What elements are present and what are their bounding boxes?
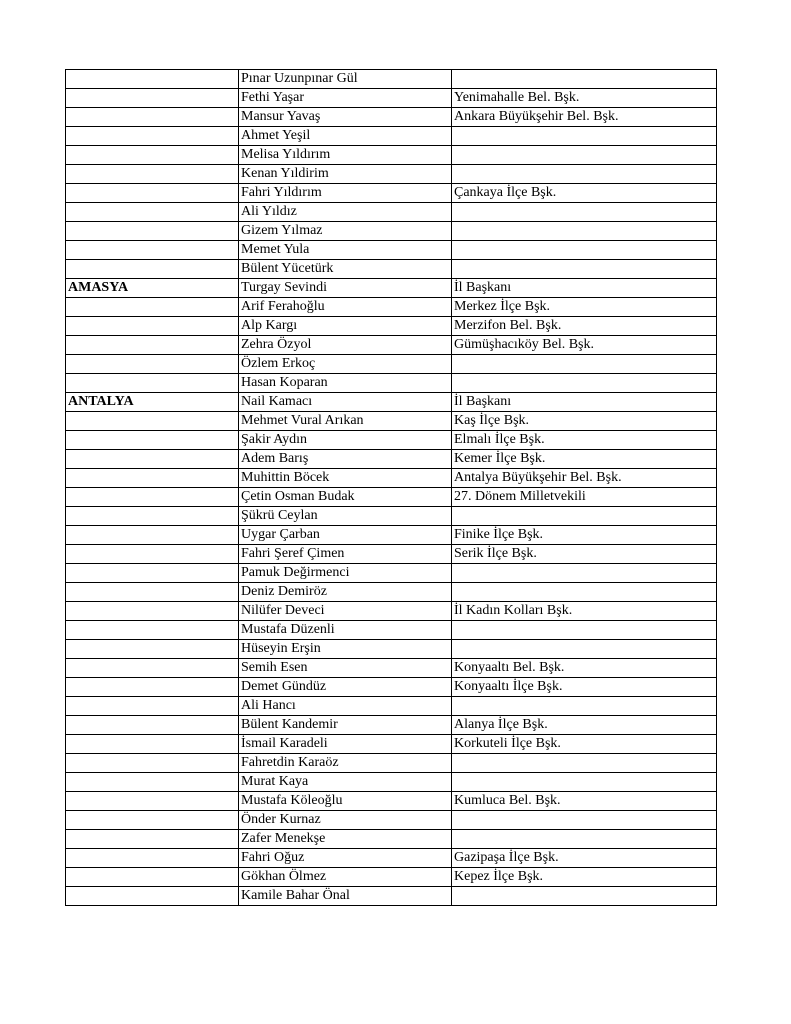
table-row	[66, 279, 717, 298]
name-cell: Memet Yula	[239, 241, 452, 260]
province-cell: AMASYA	[66, 279, 239, 298]
name-cell: Hüseyin Erşin	[239, 640, 452, 659]
table-row	[66, 773, 717, 792]
province-cell	[66, 203, 239, 222]
title-cell: Ankara Büyükşehir Bel. Bşk.	[452, 108, 717, 127]
name-cell: Hasan Koparan	[239, 374, 452, 393]
name-cell: Muhittin Böcek	[239, 469, 452, 488]
province-cell	[66, 716, 239, 735]
table-row	[66, 735, 717, 754]
table-row	[66, 887, 717, 906]
table-row	[66, 260, 717, 279]
province-cell	[66, 70, 239, 89]
province-cell	[66, 849, 239, 868]
province-cell	[66, 355, 239, 374]
province-cell	[66, 583, 239, 602]
table-row	[66, 507, 717, 526]
title-cell	[452, 127, 717, 146]
title-cell	[452, 374, 717, 393]
name-cell: Gizem Yılmaz	[239, 222, 452, 241]
title-cell: Finike İlçe Bşk.	[452, 526, 717, 545]
table-row	[66, 469, 717, 488]
table-row	[66, 602, 717, 621]
title-cell	[452, 70, 717, 89]
title-cell	[452, 754, 717, 773]
province-cell	[66, 488, 239, 507]
title-cell: Yenimahalle Bel. Bşk.	[452, 89, 717, 108]
province-cell	[66, 735, 239, 754]
table-row	[66, 108, 717, 127]
table-row	[66, 89, 717, 108]
name-cell: Özlem Erkoç	[239, 355, 452, 374]
title-cell: Alanya İlçe Bşk.	[452, 716, 717, 735]
member-table	[65, 69, 717, 906]
table-row	[66, 146, 717, 165]
table-row	[66, 564, 717, 583]
title-cell: İl Başkanı	[452, 393, 717, 412]
name-cell: Zafer Menekşe	[239, 830, 452, 849]
title-cell	[452, 830, 717, 849]
title-cell	[452, 811, 717, 830]
title-cell: Gümüşhacıköy Bel. Bşk.	[452, 336, 717, 355]
province-cell	[66, 659, 239, 678]
province-cell	[66, 754, 239, 773]
table-row	[66, 830, 717, 849]
province-cell	[66, 336, 239, 355]
name-cell: Pınar Uzunpınar Gül	[239, 70, 452, 89]
name-cell: Mehmet Vural Arıkan	[239, 412, 452, 431]
province-cell	[66, 507, 239, 526]
province-cell	[66, 811, 239, 830]
table-row	[66, 431, 717, 450]
province-cell	[66, 412, 239, 431]
name-cell: Bülent Yücetürk	[239, 260, 452, 279]
name-cell: Fahri Şeref Çimen	[239, 545, 452, 564]
province-cell	[66, 165, 239, 184]
title-cell	[452, 564, 717, 583]
province-cell	[66, 222, 239, 241]
table-row	[66, 127, 717, 146]
title-cell	[452, 165, 717, 184]
table-row	[66, 811, 717, 830]
title-cell	[452, 222, 717, 241]
province-cell	[66, 374, 239, 393]
title-cell	[452, 697, 717, 716]
name-cell: Semih Esen	[239, 659, 452, 678]
title-cell: Kemer İlçe Bşk.	[452, 450, 717, 469]
table-row	[66, 526, 717, 545]
table-row	[66, 165, 717, 184]
province-cell	[66, 545, 239, 564]
province-cell	[66, 89, 239, 108]
province-cell	[66, 526, 239, 545]
province-cell	[66, 146, 239, 165]
name-cell: Murat Kaya	[239, 773, 452, 792]
title-cell	[452, 887, 717, 906]
name-cell: Alp Kargı	[239, 317, 452, 336]
table-row	[66, 849, 717, 868]
title-cell	[452, 260, 717, 279]
name-cell: Kenan Yıldirim	[239, 165, 452, 184]
province-cell	[66, 868, 239, 887]
title-cell: Kumluca Bel. Bşk.	[452, 792, 717, 811]
table-row	[66, 203, 717, 222]
table-row	[66, 393, 717, 412]
province-cell	[66, 450, 239, 469]
name-cell: Önder Kurnaz	[239, 811, 452, 830]
table-row	[66, 222, 717, 241]
province-cell	[66, 564, 239, 583]
title-cell: 27. Dönem Milletvekili	[452, 488, 717, 507]
province-cell	[66, 241, 239, 260]
table-row	[66, 317, 717, 336]
title-cell	[452, 146, 717, 165]
title-cell: Elmalı İlçe Bşk.	[452, 431, 717, 450]
province-cell	[66, 640, 239, 659]
name-cell: Nail Kamacı	[239, 393, 452, 412]
title-cell: İl Başkanı	[452, 279, 717, 298]
title-cell: Merzifon Bel. Bşk.	[452, 317, 717, 336]
title-cell: Antalya Büyükşehir Bel. Bşk.	[452, 469, 717, 488]
province-cell	[66, 317, 239, 336]
province-cell	[66, 298, 239, 317]
name-cell: Fahri Yıldırım	[239, 184, 452, 203]
province-cell	[66, 792, 239, 811]
province-cell	[66, 887, 239, 906]
table-row	[66, 298, 717, 317]
name-cell: Fahri Oğuz	[239, 849, 452, 868]
name-cell: Adem Barış	[239, 450, 452, 469]
title-cell	[452, 203, 717, 222]
member-table-body	[66, 70, 717, 906]
name-cell: Şükrü Ceylan	[239, 507, 452, 526]
name-cell: Demet Gündüz	[239, 678, 452, 697]
title-cell: Çankaya İlçe Bşk.	[452, 184, 717, 203]
title-cell: Serik İlçe Bşk.	[452, 545, 717, 564]
name-cell: Zehra Özyol	[239, 336, 452, 355]
title-cell: Gazipaşa İlçe Bşk.	[452, 849, 717, 868]
name-cell: Deniz Demiröz	[239, 583, 452, 602]
province-cell	[66, 108, 239, 127]
name-cell: Mansur Yavaş	[239, 108, 452, 127]
name-cell: Fahretdin Karaöz	[239, 754, 452, 773]
name-cell: Mustafa Köleoğlu	[239, 792, 452, 811]
province-cell	[66, 602, 239, 621]
name-cell: Şakir Aydın	[239, 431, 452, 450]
table-row	[66, 754, 717, 773]
title-cell	[452, 241, 717, 260]
province-cell	[66, 260, 239, 279]
name-cell: İsmail Karadeli	[239, 735, 452, 754]
table-row	[66, 374, 717, 393]
title-cell: Konyaaltı İlçe Bşk.	[452, 678, 717, 697]
name-cell: Melisa Yıldırım	[239, 146, 452, 165]
title-cell	[452, 773, 717, 792]
title-cell: Merkez İlçe Bşk.	[452, 298, 717, 317]
table-row	[66, 355, 717, 374]
table-row	[66, 241, 717, 260]
table-row	[66, 336, 717, 355]
province-cell	[66, 621, 239, 640]
table-row	[66, 545, 717, 564]
province-cell	[66, 469, 239, 488]
table-row	[66, 792, 717, 811]
title-cell: Kaş İlçe Bşk.	[452, 412, 717, 431]
province-cell	[66, 830, 239, 849]
title-cell	[452, 583, 717, 602]
table-row	[66, 697, 717, 716]
title-cell	[452, 355, 717, 374]
title-cell: Korkuteli İlçe Bşk.	[452, 735, 717, 754]
province-cell	[66, 773, 239, 792]
name-cell: Ahmet Yeşil	[239, 127, 452, 146]
province-cell	[66, 184, 239, 203]
name-cell: Uygar Çarban	[239, 526, 452, 545]
province-cell	[66, 127, 239, 146]
name-cell: Arif Ferahoğlu	[239, 298, 452, 317]
name-cell: Nilüfer Deveci	[239, 602, 452, 621]
table-row	[66, 488, 717, 507]
table-row	[66, 640, 717, 659]
name-cell: Gökhan Ölmez	[239, 868, 452, 887]
table-row	[66, 412, 717, 431]
name-cell: Ali Hancı	[239, 697, 452, 716]
table-row	[66, 678, 717, 697]
province-cell	[66, 678, 239, 697]
table-row	[66, 583, 717, 602]
province-cell: ANTALYA	[66, 393, 239, 412]
province-cell	[66, 697, 239, 716]
name-cell: Çetin Osman Budak	[239, 488, 452, 507]
table-row	[66, 621, 717, 640]
name-cell: Bülent Kandemir	[239, 716, 452, 735]
name-cell: Ali Yıldız	[239, 203, 452, 222]
title-cell: İl Kadın Kolları Bşk.	[452, 602, 717, 621]
table-row	[66, 659, 717, 678]
table-row	[66, 868, 717, 887]
table-row	[66, 70, 717, 89]
title-cell	[452, 640, 717, 659]
table-row	[66, 184, 717, 203]
table-row	[66, 716, 717, 735]
name-cell: Turgay Sevindi	[239, 279, 452, 298]
title-cell	[452, 621, 717, 640]
name-cell: Pamuk Değirmenci	[239, 564, 452, 583]
title-cell: Kepez İlçe Bşk.	[452, 868, 717, 887]
title-cell: Konyaaltı Bel. Bşk.	[452, 659, 717, 678]
title-cell	[452, 507, 717, 526]
province-cell	[66, 431, 239, 450]
name-cell: Mustafa Düzenli	[239, 621, 452, 640]
name-cell: Kamile Bahar Önal	[239, 887, 452, 906]
table-row	[66, 450, 717, 469]
name-cell: Fethi Yaşar	[239, 89, 452, 108]
